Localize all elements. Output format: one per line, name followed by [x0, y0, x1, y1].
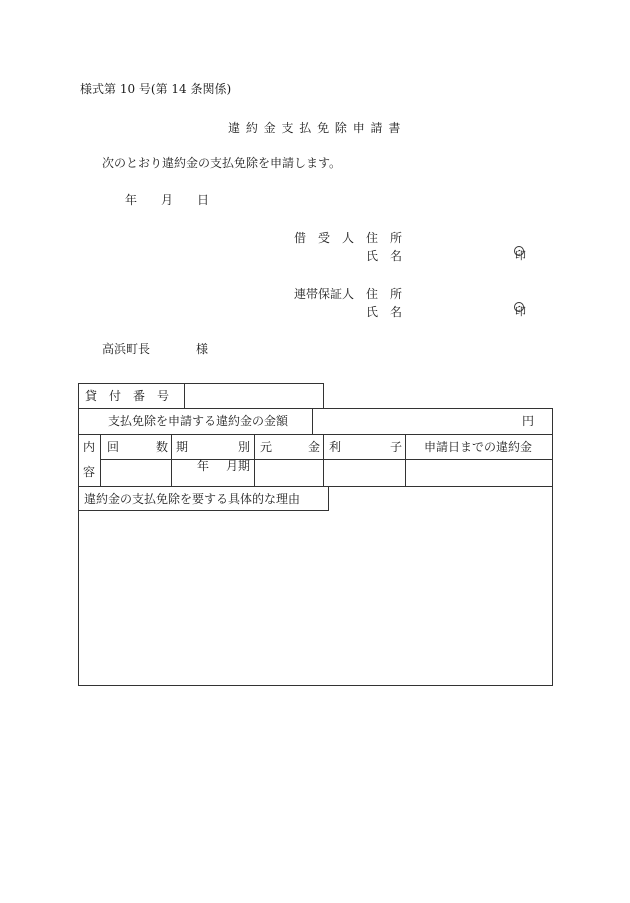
table-line	[100, 459, 553, 460]
header-count-a: 回	[107, 440, 120, 454]
borrower-role: 借 受 人	[294, 231, 355, 245]
table-line	[78, 685, 553, 686]
header-period-a: 期	[176, 440, 189, 454]
guarantor-name-label: 氏 名	[366, 305, 403, 319]
content-label-bottom: 容	[83, 465, 96, 479]
guarantor-seal-label: 印	[515, 305, 526, 318]
table-line	[78, 383, 79, 686]
header-principal-a: 元	[260, 440, 273, 454]
intro-text: 次のとおり違約金の支払免除を申請します。	[102, 156, 342, 170]
header-interest-b: 子	[390, 440, 403, 454]
loan-number-label: 貸 付 番 号	[85, 389, 170, 403]
table-line	[254, 434, 255, 486]
guarantor-role: 連帯保証人	[294, 287, 355, 301]
guarantor-seal	[515, 305, 529, 319]
table-line	[312, 408, 313, 434]
form-number: 様式第 10 号(第 14 条関係)	[80, 82, 232, 96]
content-label-top: 内	[83, 440, 96, 454]
document-title: 違 約 金 支 払 免 除 申 請 書	[228, 121, 402, 135]
seal-circle-icon	[514, 246, 524, 256]
header-principal-b: 金	[308, 440, 321, 454]
date-year-label: 年	[125, 193, 138, 207]
table-line	[78, 510, 329, 511]
table-line	[405, 434, 406, 486]
guarantor-address-label: 住 所	[366, 287, 403, 301]
date-month-label: 月	[161, 193, 174, 207]
yen-unit: 円	[522, 414, 535, 428]
table-line	[552, 408, 553, 686]
addressee-honorific: 様	[196, 342, 209, 356]
header-penalty: 申請日までの違約金	[424, 440, 533, 454]
addressee-name: 高浜町長	[102, 342, 151, 356]
table-line	[78, 434, 553, 435]
borrower-address-label: 住 所	[366, 231, 403, 245]
table-line	[184, 383, 185, 408]
seal-circle-icon	[514, 302, 524, 312]
borrower-seal	[515, 249, 529, 263]
borrower-name-label: 氏 名	[366, 249, 403, 263]
table-line	[328, 486, 329, 511]
period-row-year: 年	[197, 459, 210, 473]
header-count-b: 数	[156, 440, 169, 454]
date-day-label: 日	[197, 193, 210, 207]
reason-label: 違約金の支払免除を要する具体的な理由	[84, 492, 301, 506]
table-line	[100, 434, 101, 486]
table-line	[171, 434, 172, 486]
exemption-amount-label: 支払免除を申請する違約金の金額	[108, 414, 289, 428]
table-line	[78, 383, 324, 384]
header-interest-a: 利	[329, 440, 342, 454]
header-period-b: 別	[238, 440, 251, 454]
table-line	[78, 408, 553, 409]
table-line	[323, 434, 324, 486]
table-line	[78, 486, 553, 487]
table-line	[323, 383, 324, 408]
period-row-month: 月期	[226, 459, 251, 473]
borrower-seal-label: 印	[515, 249, 526, 262]
